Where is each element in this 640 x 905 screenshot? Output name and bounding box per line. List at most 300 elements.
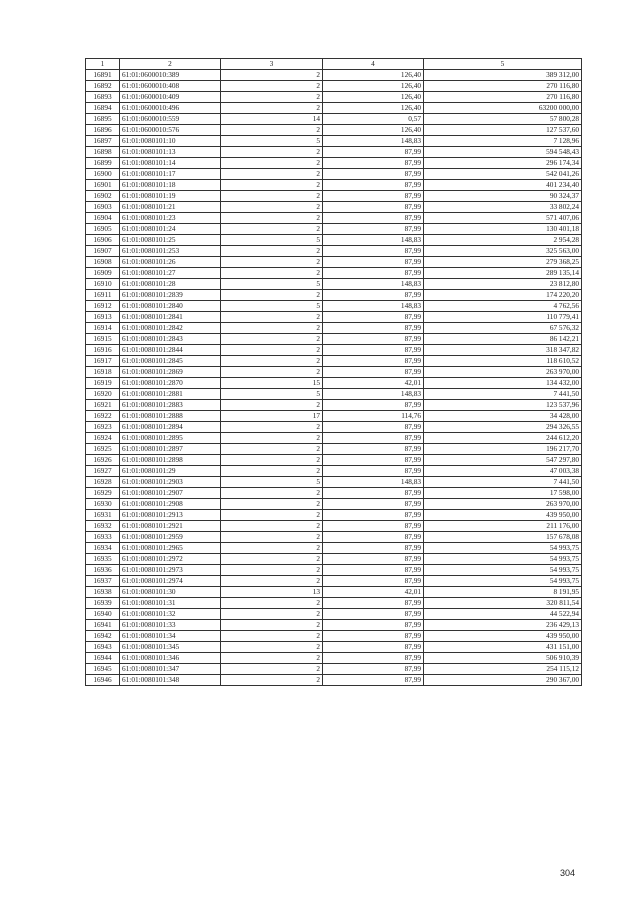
row-number-cell: 16930: [86, 499, 120, 510]
table-row: [86, 389, 582, 400]
group-code-cell: 2: [221, 488, 323, 499]
table-row: [86, 411, 582, 422]
row-number-cell: 16924: [86, 433, 120, 444]
cadastral-value-cell: 571 407,06: [424, 213, 582, 224]
group-code-cell: 2: [221, 81, 323, 92]
cadastral-value-cell: 157 678,08: [424, 532, 582, 543]
group-code-cell: 2: [221, 246, 323, 257]
group-code-cell: 13: [221, 587, 323, 598]
specific-value-cell: 148,83: [323, 136, 424, 147]
table-row: [86, 213, 582, 224]
table-row: [86, 367, 582, 378]
group-code-cell: 2: [221, 466, 323, 477]
cadastral-number-cell: 61:01:0080101:10: [120, 136, 221, 147]
row-number-cell: 16891: [86, 70, 120, 81]
table-row: [86, 631, 582, 642]
table-row: [86, 521, 582, 532]
row-number-cell: 16931: [86, 510, 120, 521]
cadastral-number-cell: 61:01:0080101:2881: [120, 389, 221, 400]
specific-value-cell: 0,57: [323, 114, 424, 125]
specific-value-cell: 87,99: [323, 224, 424, 235]
row-number-cell: 16945: [86, 664, 120, 675]
cadastral-value-cell: 63200 000,00: [424, 103, 582, 114]
cadastral-value-cell: 34 428,00: [424, 411, 582, 422]
specific-value-cell: 87,99: [323, 334, 424, 345]
cadastral-value-cell: 439 950,00: [424, 510, 582, 521]
specific-value-cell: 87,99: [323, 576, 424, 587]
group-code-cell: 2: [221, 642, 323, 653]
cadastral-value-cell: 547 297,80: [424, 455, 582, 466]
group-code-cell: 5: [221, 235, 323, 246]
cadastral-value-cell: 294 326,55: [424, 422, 582, 433]
specific-value-cell: 87,99: [323, 323, 424, 334]
specific-value-cell: 87,99: [323, 444, 424, 455]
cadastral-number-cell: 61:01:0080101:2869: [120, 367, 221, 378]
cadastral-number-cell: 61:01:0600010:559: [120, 114, 221, 125]
group-code-cell: 2: [221, 125, 323, 136]
cadastral-number-cell: 61:01:0080101:25: [120, 235, 221, 246]
specific-value-cell: 87,99: [323, 488, 424, 499]
specific-value-cell: 87,99: [323, 202, 424, 213]
cadastral-value-cell: 7 441,50: [424, 477, 582, 488]
table-row: [86, 345, 582, 356]
row-number-cell: 16896: [86, 125, 120, 136]
specific-value-cell: 148,83: [323, 279, 424, 290]
row-number-cell: 16929: [86, 488, 120, 499]
header-col-5: 5: [424, 59, 582, 70]
row-number-cell: 16934: [86, 543, 120, 554]
group-code-cell: 2: [221, 202, 323, 213]
cadastral-number-cell: 61:01:0080101:2839: [120, 290, 221, 301]
group-code-cell: 2: [221, 367, 323, 378]
group-code-cell: 2: [221, 158, 323, 169]
cadastral-number-cell: 61:01:0080101:30: [120, 587, 221, 598]
table-row: [86, 224, 582, 235]
group-code-cell: 5: [221, 279, 323, 290]
cadastral-value-cell: 289 135,14: [424, 268, 582, 279]
cadastral-number-cell: 61:01:0080101:2888: [120, 411, 221, 422]
group-code-cell: 2: [221, 543, 323, 554]
table-row: [86, 400, 582, 411]
row-number-cell: 16921: [86, 400, 120, 411]
cadastral-value-cell: 57 800,28: [424, 114, 582, 125]
cadastral-number-cell: 61:01:0080101:23: [120, 213, 221, 224]
row-number-cell: 16944: [86, 653, 120, 664]
row-number-cell: 16898: [86, 147, 120, 158]
specific-value-cell: 87,99: [323, 433, 424, 444]
row-number-cell: 16942: [86, 631, 120, 642]
table-row: [86, 565, 582, 576]
table-body: [86, 70, 582, 686]
cadastral-value-table: [85, 58, 582, 686]
cadastral-number-cell: 61:01:0080101:18: [120, 180, 221, 191]
cadastral-number-cell: 61:01:0080101:2840: [120, 301, 221, 312]
row-number-cell: 16913: [86, 312, 120, 323]
table-row: [86, 158, 582, 169]
group-code-cell: 14: [221, 114, 323, 125]
page-number: 304: [560, 868, 576, 878]
group-code-cell: 2: [221, 576, 323, 587]
group-code-cell: 2: [221, 400, 323, 411]
table-row: [86, 455, 582, 466]
cadastral-value-cell: 90 324,37: [424, 191, 582, 202]
group-code-cell: 2: [221, 510, 323, 521]
cadastral-value-cell: 23 812,80: [424, 279, 582, 290]
specific-value-cell: 87,99: [323, 147, 424, 158]
cadastral-number-cell: 61:01:0080101:24: [120, 224, 221, 235]
specific-value-cell: 87,99: [323, 620, 424, 631]
table-row: [86, 290, 582, 301]
cadastral-value-cell: 279 368,25: [424, 257, 582, 268]
specific-value-cell: 87,99: [323, 213, 424, 224]
row-number-cell: 16912: [86, 301, 120, 312]
cadastral-number-cell: 61:01:0080101:2844: [120, 345, 221, 356]
header-row: [86, 59, 582, 70]
row-number-cell: 16892: [86, 81, 120, 92]
cadastral-value-cell: 47 003,38: [424, 466, 582, 477]
specific-value-cell: 87,99: [323, 169, 424, 180]
table-row: [86, 664, 582, 675]
table-row: [86, 334, 582, 345]
table-row: [86, 257, 582, 268]
cadastral-value-cell: 67 576,32: [424, 323, 582, 334]
group-code-cell: 2: [221, 345, 323, 356]
specific-value-cell: 87,99: [323, 565, 424, 576]
specific-value-cell: 148,83: [323, 301, 424, 312]
row-number-cell: 16946: [86, 675, 120, 686]
specific-value-cell: 126,40: [323, 70, 424, 81]
group-code-cell: 5: [221, 136, 323, 147]
table-row: [86, 356, 582, 367]
row-number-cell: 16911: [86, 290, 120, 301]
cadastral-number-cell: 61:01:0080101:2908: [120, 499, 221, 510]
table-row: [86, 587, 582, 598]
row-number-cell: 16915: [86, 334, 120, 345]
cadastral-number-cell: 61:01:0080101:13: [120, 147, 221, 158]
group-code-cell: 2: [221, 521, 323, 532]
specific-value-cell: 42,01: [323, 587, 424, 598]
row-number-cell: 16899: [86, 158, 120, 169]
row-number-cell: 16904: [86, 213, 120, 224]
cadastral-value-cell: 130 401,18: [424, 224, 582, 235]
cadastral-number-cell: 61:01:0080101:32: [120, 609, 221, 620]
specific-value-cell: 87,99: [323, 466, 424, 477]
row-number-cell: 16938: [86, 587, 120, 598]
specific-value-cell: 87,99: [323, 312, 424, 323]
cadastral-number-cell: 61:01:0080101:33: [120, 620, 221, 631]
table-row: [86, 433, 582, 444]
cadastral-number-cell: 61:01:0080101:29: [120, 466, 221, 477]
specific-value-cell: 87,99: [323, 532, 424, 543]
group-code-cell: 5: [221, 389, 323, 400]
row-number-cell: 16937: [86, 576, 120, 587]
cadastral-number-cell: 61:01:0080101:2974: [120, 576, 221, 587]
group-code-cell: 5: [221, 301, 323, 312]
cadastral-value-cell: 506 910,39: [424, 653, 582, 664]
group-code-cell: 15: [221, 378, 323, 389]
table-row: [86, 378, 582, 389]
cadastral-number-cell: 61:01:0600010:408: [120, 81, 221, 92]
cadastral-value-cell: 211 176,00: [424, 521, 582, 532]
cadastral-number-cell: 61:01:0080101:2965: [120, 543, 221, 554]
specific-value-cell: 87,99: [323, 499, 424, 510]
group-code-cell: 2: [221, 620, 323, 631]
row-number-cell: 16932: [86, 521, 120, 532]
specific-value-cell: 87,99: [323, 554, 424, 565]
cadastral-number-cell: 61:01:0080101:14: [120, 158, 221, 169]
table-row: [86, 81, 582, 92]
cadastral-number-cell: 61:01:0080101:27: [120, 268, 221, 279]
group-code-cell: 17: [221, 411, 323, 422]
cadastral-value-cell: 7 441,50: [424, 389, 582, 400]
row-number-cell: 16941: [86, 620, 120, 631]
group-code-cell: 2: [221, 444, 323, 455]
specific-value-cell: 148,83: [323, 477, 424, 488]
specific-value-cell: 87,99: [323, 664, 424, 675]
group-code-cell: 2: [221, 499, 323, 510]
cadastral-number-cell: 61:01:0080101:348: [120, 675, 221, 686]
cadastral-value-cell: 127 537,60: [424, 125, 582, 136]
cadastral-number-cell: 61:01:0080101:253: [120, 246, 221, 257]
group-code-cell: 2: [221, 631, 323, 642]
table-row: [86, 444, 582, 455]
row-number-cell: 16919: [86, 378, 120, 389]
specific-value-cell: 87,99: [323, 598, 424, 609]
group-code-cell: 2: [221, 334, 323, 345]
cadastral-value-cell: 54 993,75: [424, 565, 582, 576]
specific-value-cell: 87,99: [323, 268, 424, 279]
table-row: [86, 114, 582, 125]
cadastral-value-cell: 318 347,82: [424, 345, 582, 356]
cadastral-number-cell: 61:01:0080101:2959: [120, 532, 221, 543]
cadastral-value-cell: 2 954,28: [424, 235, 582, 246]
row-number-cell: 16928: [86, 477, 120, 488]
row-number-cell: 16923: [86, 422, 120, 433]
cadastral-value-cell: 118 610,52: [424, 356, 582, 367]
specific-value-cell: 87,99: [323, 345, 424, 356]
table-row: [86, 532, 582, 543]
table-row: [86, 323, 582, 334]
cadastral-number-cell: 61:01:0080101:2883: [120, 400, 221, 411]
row-number-cell: 16925: [86, 444, 120, 455]
group-code-cell: 2: [221, 675, 323, 686]
specific-value-cell: 87,99: [323, 510, 424, 521]
cadastral-value-cell: 236 429,13: [424, 620, 582, 631]
group-code-cell: 2: [221, 609, 323, 620]
table-row: [86, 268, 582, 279]
table-row: [86, 422, 582, 433]
header-col-3: 3: [221, 59, 323, 70]
cadastral-number-cell: 61:01:0600010:389: [120, 70, 221, 81]
specific-value-cell: 87,99: [323, 191, 424, 202]
table-row: [86, 653, 582, 664]
cadastral-value-cell: 594 548,43: [424, 147, 582, 158]
cadastral-value-cell: 54 993,75: [424, 543, 582, 554]
cadastral-value-cell: 270 116,80: [424, 92, 582, 103]
cadastral-value-cell: 54 993,75: [424, 576, 582, 587]
group-code-cell: 2: [221, 290, 323, 301]
table-row: [86, 499, 582, 510]
cadastral-number-cell: 61:01:0080101:2841: [120, 312, 221, 323]
specific-value-cell: 126,40: [323, 125, 424, 136]
cadastral-value-cell: 325 563,00: [424, 246, 582, 257]
specific-value-cell: 87,99: [323, 367, 424, 378]
table-row: [86, 477, 582, 488]
cadastral-value-cell: 542 041,26: [424, 169, 582, 180]
row-number-cell: 16933: [86, 532, 120, 543]
specific-value-cell: 126,40: [323, 81, 424, 92]
row-number-cell: 16893: [86, 92, 120, 103]
group-code-cell: 2: [221, 147, 323, 158]
table-row: [86, 609, 582, 620]
specific-value-cell: 114,76: [323, 411, 424, 422]
group-code-cell: 2: [221, 312, 323, 323]
table-row: [86, 642, 582, 653]
row-number-cell: 16916: [86, 345, 120, 356]
table-row: [86, 103, 582, 114]
cadastral-value-cell: 296 174,34: [424, 158, 582, 169]
group-code-cell: 2: [221, 455, 323, 466]
cadastral-value-cell: 123 537,96: [424, 400, 582, 411]
row-number-cell: 16917: [86, 356, 120, 367]
table-row: [86, 554, 582, 565]
row-number-cell: 16939: [86, 598, 120, 609]
row-number-cell: 16902: [86, 191, 120, 202]
specific-value-cell: 148,83: [323, 389, 424, 400]
cadastral-value-cell: 110 779,41: [424, 312, 582, 323]
cadastral-value-cell: 254 115,12: [424, 664, 582, 675]
table-row: [86, 125, 582, 136]
row-number-cell: 16935: [86, 554, 120, 565]
table-row: [86, 191, 582, 202]
cadastral-value-cell: 196 217,70: [424, 444, 582, 455]
specific-value-cell: 126,40: [323, 92, 424, 103]
table-row: [86, 466, 582, 477]
cadastral-number-cell: 61:01:0080101:19: [120, 191, 221, 202]
group-code-cell: 2: [221, 323, 323, 334]
cadastral-number-cell: 61:01:0080101:34: [120, 631, 221, 642]
specific-value-cell: 87,99: [323, 631, 424, 642]
cadastral-number-cell: 61:01:0080101:2870: [120, 378, 221, 389]
group-code-cell: 2: [221, 422, 323, 433]
specific-value-cell: 87,99: [323, 290, 424, 301]
table-row: [86, 169, 582, 180]
row-number-cell: 16927: [86, 466, 120, 477]
cadastral-value-cell: 401 234,40: [424, 180, 582, 191]
group-code-cell: 2: [221, 169, 323, 180]
specific-value-cell: 87,99: [323, 653, 424, 664]
cadastral-number-cell: 61:01:0600010:576: [120, 125, 221, 136]
table-row: [86, 235, 582, 246]
table-row: [86, 543, 582, 554]
cadastral-value-cell: 270 116,80: [424, 81, 582, 92]
cadastral-number-cell: 61:01:0080101:2845: [120, 356, 221, 367]
cadastral-value-cell: 134 432,00: [424, 378, 582, 389]
cadastral-value-cell: 439 950,00: [424, 631, 582, 642]
cadastral-number-cell: 61:01:0080101:31: [120, 598, 221, 609]
group-code-cell: 2: [221, 554, 323, 565]
row-number-cell: 16908: [86, 257, 120, 268]
row-number-cell: 16895: [86, 114, 120, 125]
cadastral-value-cell: 8 191,95: [424, 587, 582, 598]
group-code-cell: 2: [221, 213, 323, 224]
specific-value-cell: 126,40: [323, 103, 424, 114]
group-code-cell: 2: [221, 191, 323, 202]
cadastral-number-cell: 61:01:0080101:2842: [120, 323, 221, 334]
cadastral-number-cell: 61:01:0600010:409: [120, 92, 221, 103]
cadastral-number-cell: 61:01:0080101:347: [120, 664, 221, 675]
cadastral-number-cell: 61:01:0080101:346: [120, 653, 221, 664]
cadastral-number-cell: 61:01:0080101:2921: [120, 521, 221, 532]
row-number-cell: 16920: [86, 389, 120, 400]
table-row: [86, 510, 582, 521]
row-number-cell: 16943: [86, 642, 120, 653]
specific-value-cell: 87,99: [323, 180, 424, 191]
cadastral-number-cell: 61:01:0080101:2843: [120, 334, 221, 345]
table-row: [86, 576, 582, 587]
specific-value-cell: 87,99: [323, 543, 424, 554]
group-code-cell: 2: [221, 92, 323, 103]
cadastral-number-cell: 61:01:0080101:2972: [120, 554, 221, 565]
cadastral-number-cell: 61:01:0080101:2897: [120, 444, 221, 455]
cadastral-value-cell: 263 970,00: [424, 367, 582, 378]
specific-value-cell: 87,99: [323, 675, 424, 686]
cadastral-value-cell: 86 142,21: [424, 334, 582, 345]
group-code-cell: 2: [221, 103, 323, 114]
table-row: [86, 598, 582, 609]
table-row: [86, 70, 582, 81]
row-number-cell: 16914: [86, 323, 120, 334]
cadastral-number-cell: 61:01:0080101:2907: [120, 488, 221, 499]
cadastral-value-cell: 431 151,00: [424, 642, 582, 653]
specific-value-cell: 87,99: [323, 422, 424, 433]
cadastral-value-cell: 389 312,00: [424, 70, 582, 81]
specific-value-cell: 87,99: [323, 642, 424, 653]
table-row: [86, 312, 582, 323]
specific-value-cell: 87,99: [323, 246, 424, 257]
row-number-cell: 16910: [86, 279, 120, 290]
row-number-cell: 16918: [86, 367, 120, 378]
cadastral-value-cell: 4 762,56: [424, 301, 582, 312]
specific-value-cell: 148,83: [323, 235, 424, 246]
group-code-cell: 5: [221, 477, 323, 488]
row-number-cell: 16940: [86, 609, 120, 620]
specific-value-cell: 87,99: [323, 455, 424, 466]
row-number-cell: 16936: [86, 565, 120, 576]
cadastral-value-cell: 263 970,00: [424, 499, 582, 510]
group-code-cell: 2: [221, 433, 323, 444]
row-number-cell: 16906: [86, 235, 120, 246]
group-code-cell: 2: [221, 180, 323, 191]
group-code-cell: 2: [221, 70, 323, 81]
group-code-cell: 2: [221, 268, 323, 279]
cadastral-number-cell: 61:01:0080101:2894: [120, 422, 221, 433]
group-code-cell: 2: [221, 356, 323, 367]
cadastral-number-cell: 61:01:0080101:28: [120, 279, 221, 290]
cadastral-value-cell: 320 811,54: [424, 598, 582, 609]
row-number-cell: 16909: [86, 268, 120, 279]
specific-value-cell: 87,99: [323, 257, 424, 268]
row-number-cell: 16903: [86, 202, 120, 213]
cadastral-number-cell: 61:01:0080101:21: [120, 202, 221, 213]
table-row: [86, 202, 582, 213]
specific-value-cell: 42,01: [323, 378, 424, 389]
row-number-cell: 16897: [86, 136, 120, 147]
cadastral-number-cell: 61:01:0080101:2913: [120, 510, 221, 521]
group-code-cell: 2: [221, 257, 323, 268]
specific-value-cell: 87,99: [323, 158, 424, 169]
specific-value-cell: 87,99: [323, 521, 424, 532]
